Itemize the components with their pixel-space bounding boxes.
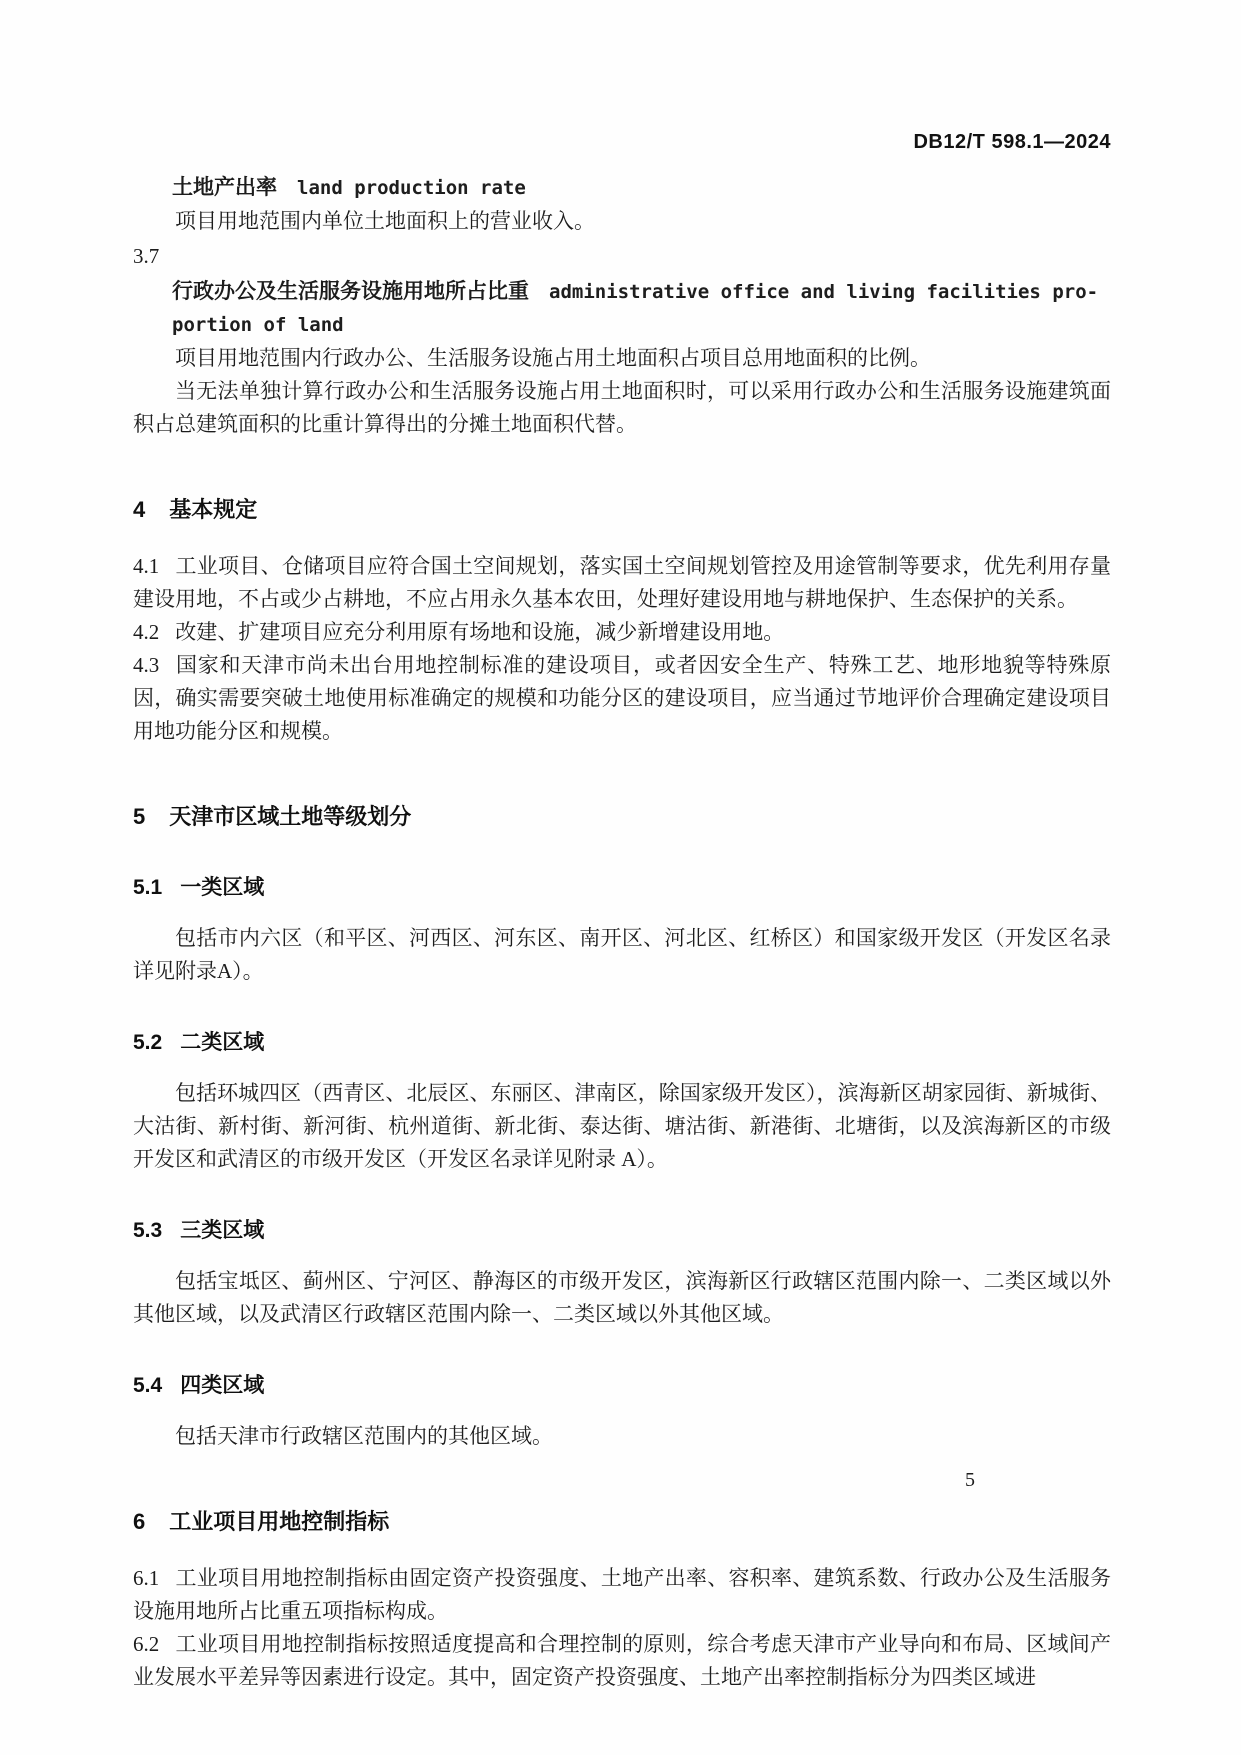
subsection-title: 二类区域 [180,1031,265,1054]
section-number: 4 [133,497,146,522]
term-en-label-line1: administrative office and living facilities pro- [549,281,1099,303]
subsection-number: 5.4 [133,1374,163,1397]
clause-number: 4.2 [133,620,160,644]
clause-number: 6.1 [133,1566,160,1590]
clause-6-2 [133,1628,1111,1694]
clause-4-1 [133,550,1111,616]
clause-text: 工业项目用地控制指标由固定资产投资强度、土地产出率、容积率、建筑系数、行政办公及生活服务设施用地所占比重五项指标构成。 [133,1566,1111,1623]
subsection-5-4-heading [133,1369,1111,1402]
clause-text: 工业项目用地控制指标按照适度提高和合理控制的原则，综合考虑天津市产业导向和布局、区域间产业发展水平差异等因素进行设定。其中，固定资产投资强度、土地产出率控制指标分为四类区域进 [133,1632,1111,1689]
term-note: 当无法单独计算行政办公和生活服务设施占用土地面积时，可以采用行政办公和生活服务设施建筑面积占总建筑面积的比重计算得出的分摊土地面积代替。 [133,379,1111,436]
section-title: 工业项目用地控制指标 [169,1509,390,1534]
term-land-production-rate [133,171,1111,205]
section-6-heading [133,1505,1111,1538]
clause-number: 4.1 [133,554,160,578]
subsection-5-2-heading [133,1026,1111,1059]
section-number: 5 [133,804,146,829]
clause-6-1 [133,1562,1111,1628]
subsection-5-3-text: 包括宝坻区、蓟州区、宁河区、静海区的市级开发区，滨海新区行政辖区范围内除一、二类区域以外其他区域，以及武清区行政辖区范围内除一、二类区域以外其他区域。 [133,1269,1111,1326]
subsection-number: 5.3 [133,1219,163,1242]
clause-4-3 [133,649,1111,748]
subsection-number: 5.1 [133,876,163,899]
section-number: 6 [133,1509,146,1534]
section-title: 天津市区域土地等级划分 [169,804,412,829]
term-admin-office-proportion [133,275,1111,342]
subsection-5-1-text: 包括市内六区（和平区、河西区、河东区、南开区、河北区、红桥区）和国家级开发区（开发区名录详见附录A）。 [133,926,1111,983]
term-definition: 项目用地范围内行政办公、生活服务设施占用土地面积占项目总用地面积的比例。 [175,346,931,370]
subsection-5-3-heading [133,1214,1111,1247]
clause-text: 国家和天津市尚未出台用地控制标准的建设项目，或者因安全生产、特殊工艺、地形地貌等特殊原因，确实需要突破土地使用标准确定的规模和功能分区的建设项目，应当通过节地评价合理确定建设项目用地功能分区和规模。 [133,653,1111,743]
term-en-label: land production rate [297,177,526,199]
clause-4-2 [133,616,1111,649]
subsection-5-1-heading [133,871,1111,904]
term-definition: 项目用地范围内单位土地面积上的营业收入。 [175,209,595,233]
subsection-5-2-text: 包括环城四区（西青区、北辰区、东丽区、津南区，除国家级开发区），滨海新区胡家园街、新城街、大沽街、新村街、新河街、杭州道街、新北街、泰达街、塘沽街、新港街、北塘街，以及滨海新区的市级开发区和武清区的市级开发区（开发区名录详见附录 A）。 [133,1081,1111,1171]
subsection-5-4-text: 包括天津市行政辖区范围内的其他区域。 [175,1424,553,1448]
subsection-number: 5.2 [133,1031,163,1054]
clause-number-3-7: 3.7 [133,244,160,268]
term-zh-label: 行政办公及生活服务设施用地所占比重 [172,280,529,303]
term-zh-label: 土地产出率 [172,176,277,199]
clause-number: 6.2 [133,1632,160,1656]
doc-number: DB12/T 598.1—2024 [913,131,1111,153]
section-5-heading [133,800,1111,833]
clause-text: 改建、扩建项目应充分利用原有场地和设施，减少新增建设用地。 [175,620,785,644]
page-number: 5 [965,1469,975,1491]
clause-number: 4.3 [133,653,160,677]
section-4-heading [133,493,1111,526]
term-en-label-line2: portion of land [172,314,344,336]
subsection-title: 四类区域 [180,1374,265,1397]
term-line-1 [172,275,1111,309]
section-title: 基本规定 [169,497,258,522]
clause-text: 工业项目、仓储项目应符合国土空间规划，落实国土空间规划管控及用途管制等要求，优先利用存量建设用地，不占或少占耕地，不应占用永久基本农田，处理好建设用地与耕地保护、生态保护的关系。 [133,554,1111,611]
subsection-title: 三类区域 [180,1219,265,1242]
subsection-title: 一类区域 [180,876,265,899]
